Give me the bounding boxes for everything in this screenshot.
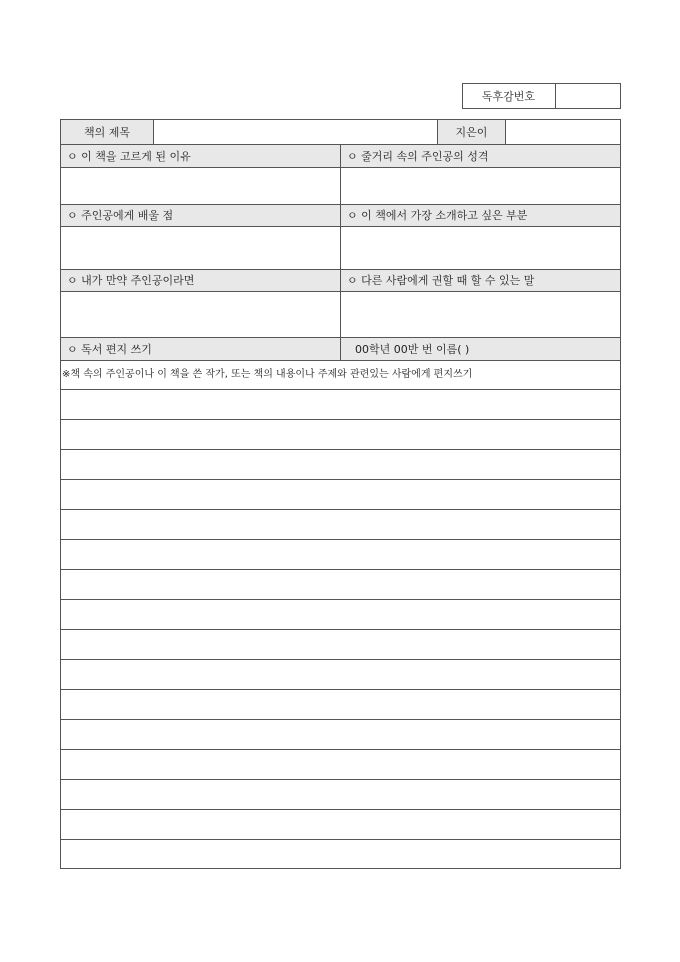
section-character-answer[interactable]: [341, 168, 620, 204]
ruled-line: [60, 419, 621, 420]
ruled-line: [60, 749, 621, 750]
report-number-field[interactable]: [556, 83, 621, 109]
ruled-line: [60, 809, 621, 810]
report-number-label: 독후감번호: [481, 89, 536, 103]
ruled-line: [60, 539, 621, 540]
book-title-label: 책의 제목: [83, 125, 130, 139]
ruled-line: [60, 779, 621, 780]
ruled-line: [60, 599, 621, 600]
letter-writing-area[interactable]: [61, 390, 620, 868]
author-field[interactable]: [506, 120, 620, 144]
section-character-header: ㅇ 줄거리 속의 주인공의 성격: [341, 145, 620, 167]
letter-instruction-note: ※책 속의 주인공이나 이 책을 쓴 작가, 또는 책의 내용이나 주제와 관련있는 사람에게 편지쓰기: [62, 369, 473, 380]
author-label: 지은이: [455, 125, 488, 139]
section-recommend-answer[interactable]: [341, 292, 620, 337]
ruled-line: [60, 449, 621, 450]
letter-writing-header: ㅇ 독서 편지 쓰기: [61, 338, 340, 360]
section-reason-header: ㅇ 이 책을 고르게 된 이유: [61, 145, 340, 167]
section-lesson-header: ㅇ 주인공에게 배울 점: [61, 205, 340, 226]
student-info-line[interactable]: 00학년 00반 번 이름( ): [341, 338, 620, 360]
book-title-field[interactable]: [154, 120, 438, 144]
ruled-line: [60, 509, 621, 510]
section-if-i-were-header: ㅇ 내가 만약 주인공이라면: [61, 270, 340, 291]
ruled-line: [60, 629, 621, 630]
section-favorite-header: ㅇ 이 책에서 가장 소개하고 싶은 부분: [341, 205, 620, 226]
section-favorite-answer[interactable]: [341, 227, 620, 269]
ruled-line: [60, 839, 621, 840]
section-lesson-answer[interactable]: [61, 227, 340, 269]
ruled-line: [60, 659, 621, 660]
ruled-line: [60, 719, 621, 720]
section-recommend-header: ㅇ 다른 사람에게 권할 때 할 수 있는 말: [341, 270, 620, 291]
section-reason-answer[interactable]: [61, 168, 340, 204]
ruled-line: [60, 479, 621, 480]
section-if-i-were-answer[interactable]: [61, 292, 340, 337]
ruled-line: [60, 689, 621, 690]
ruled-line: [60, 569, 621, 570]
